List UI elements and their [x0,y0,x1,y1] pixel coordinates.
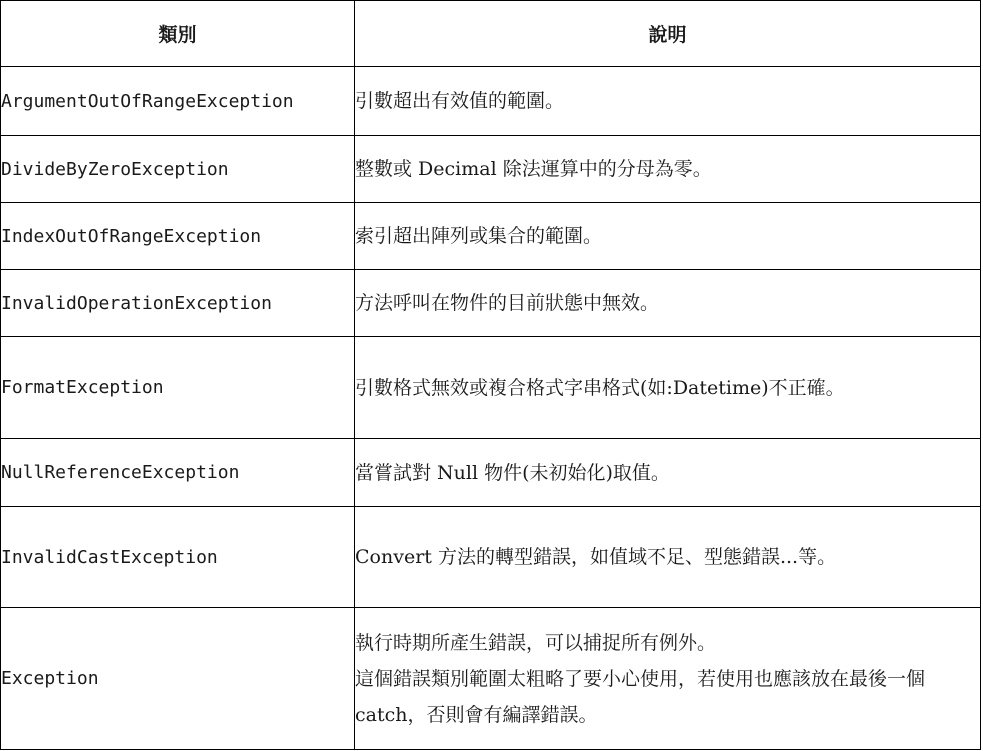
table-header-row [1,1,981,67]
description-line: 執行時期所產生錯誤，可以捕捉所有例外。 [355,631,717,654]
exception-description [355,203,981,270]
table-row [1,67,981,136]
description-line: 當嘗試對 Null 物件(未初始化)取值。 [355,461,670,484]
table-row [1,507,981,608]
exception-description [355,270,981,337]
table-row [1,608,981,750]
exception-description [355,136,981,203]
table-row [1,439,981,507]
exception-category: ArgumentOutOfRangeException [1,67,355,136]
exception-description [355,608,981,750]
description-line: 方法呼叫在物件的目前狀態中無效。 [355,292,660,314]
exception-description [355,337,981,439]
exception-category: IndexOutOfRangeException [1,203,355,270]
exception-category: InvalidOperationException [1,270,355,337]
description-line: 這個錯誤類別範圍太粗略了要小心使用，若使用也應該放在最後一個 catch，否則會有編譯錯誤。 [355,667,926,726]
exception-category: NullReferenceException [1,439,355,507]
description-line: 引數格式無效或複合格式字串格式(如:Datetime)不正確。 [355,376,845,399]
exception-description [355,67,981,136]
description-line: Convert 方法的轉型錯誤，如值域不足、型態錯誤...等。 [355,546,837,568]
table-row [1,337,981,439]
table-row [1,136,981,203]
description-line: 引數超出有效值的範圍。 [355,90,565,112]
exception-description [355,439,981,507]
description-line: 索引超出陣列或集合的範圍。 [355,225,603,247]
table-row [1,203,981,270]
category-column-header: 類別 [1,1,355,67]
exception-category: InvalidCastException [1,507,355,608]
description-column-header: 說明 [355,1,981,67]
exception-description [355,507,981,608]
table-row [1,270,981,337]
exception-category: FormatException [1,337,355,439]
exception-category: Exception [1,608,355,750]
exception-category: DivideByZeroException [1,136,355,203]
description-line: 整數或 Decimal 除法運算中的分母為零。 [355,158,712,180]
